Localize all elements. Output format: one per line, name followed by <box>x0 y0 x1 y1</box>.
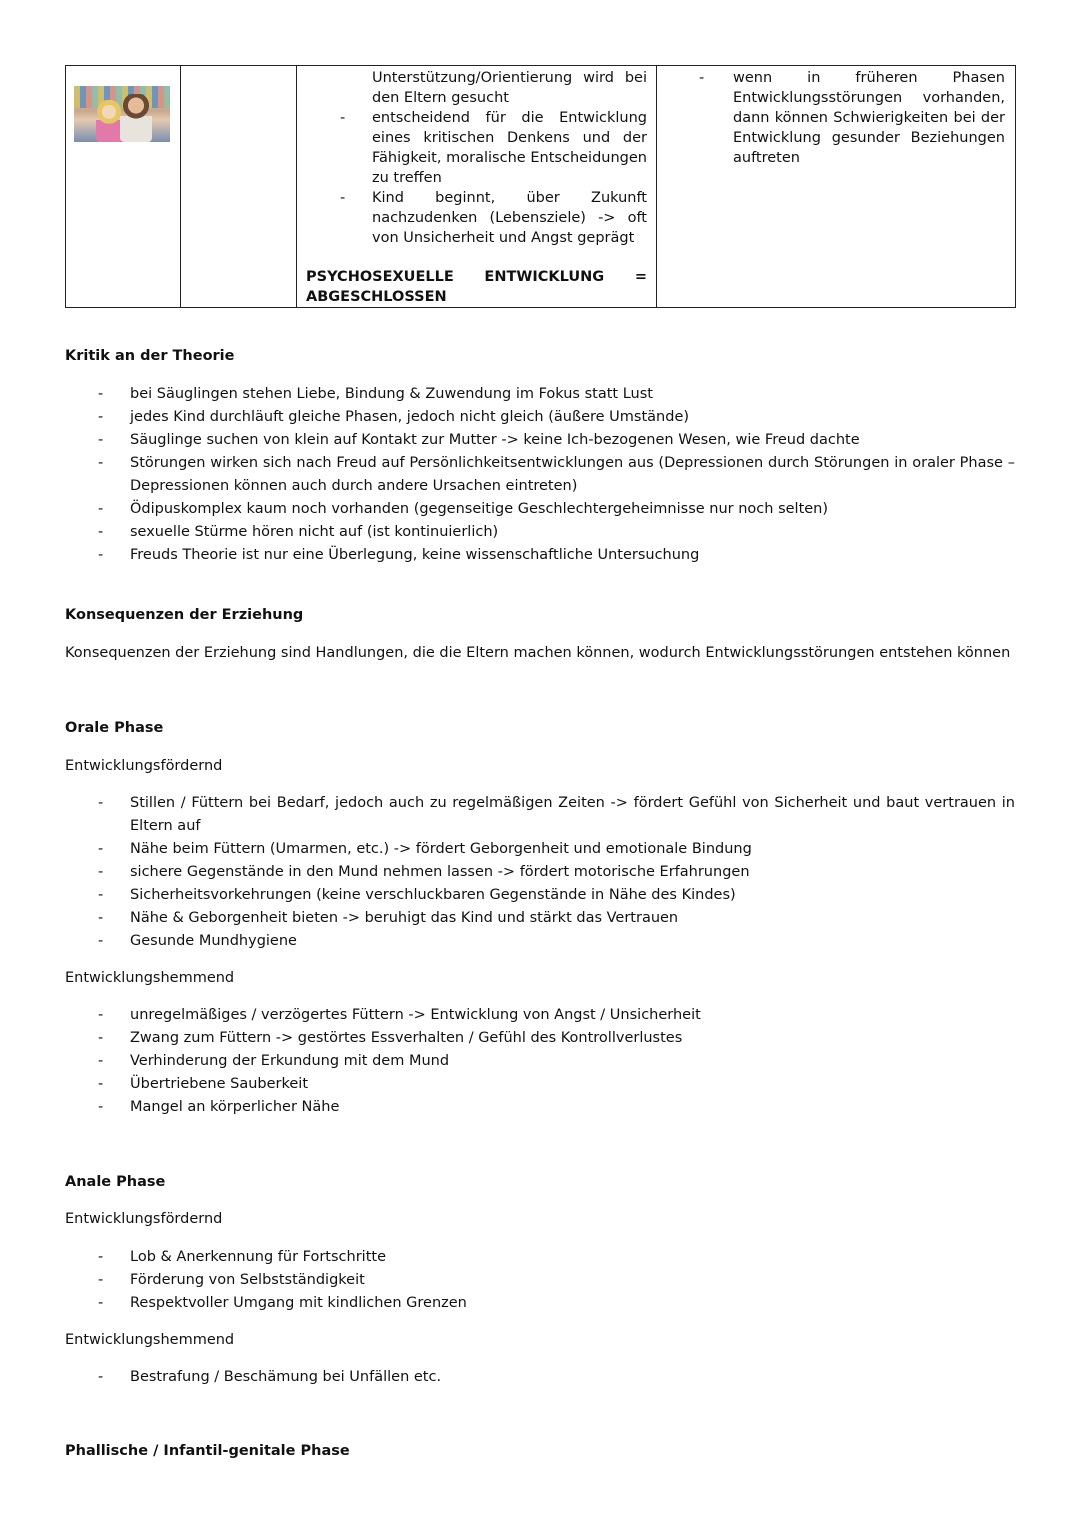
psychosexual-note: PSYCHOSEXUELLE ENTWICKLUNG = ABGESCHLOSSEN <box>306 269 647 305</box>
anale-hemmend-label: Entwicklungshemmend <box>65 1332 235 1348</box>
list-item: - Lob & Anerkennung für Fortschritte <box>65 1246 1015 1269</box>
konsequenzen-text: Konsequenzen der Erziehung sind Handlungen, die die Eltern machen können, wodurch Entwicklungsstörungen entstehen können <box>65 645 1011 661</box>
list-item: - unregelmäßiges / verzögertes Füttern -> Entwicklung von Angst / Unsicherheit <box>65 1004 1015 1027</box>
orale-hemmend-label: Entwicklungshemmend <box>65 970 235 986</box>
list-item: - Zwang zum Füttern -> gestörtes Essverhalten / Gefühl des Kontrollverlustes <box>65 1027 1015 1050</box>
consequences-list <box>667 68 1005 168</box>
list-item: - Freuds Theorie ist nur eine Überlegung, keine wissenschaftliche Untersuchung <box>65 544 1015 567</box>
orale-foerdernd-label: Entwicklungsfördernd <box>65 758 223 774</box>
list-item: - Verhinderung der Erkundung mit dem Mund <box>65 1050 1015 1073</box>
section-heading-kritik: Kritik an der Theorie <box>65 348 235 364</box>
list-item: - sichere Gegenstände in den Mund nehmen lassen -> fördert motorische Erfahrungen <box>65 861 1015 884</box>
section-heading-anale: Anale Phase <box>65 1174 166 1190</box>
list-item: - sexuelle Stürme hören nicht auf (ist kontinuierlich) <box>65 521 1015 544</box>
list-item: - wenn in früheren Phasen Entwicklungsstörungen vorhanden, dann können Schwierigkeiten bei der Entwicklung gesunder Beziehungen auftreten <box>667 68 1005 168</box>
list-item: - Nähe & Geborgenheit bieten -> beruhigt das Kind und stärkt das Vertrauen <box>65 907 1015 930</box>
list-item: - jedes Kind durchläuft gleiche Phasen, jedoch nicht gleich (äußere Umstände) <box>65 406 1015 429</box>
list-item: - Störungen wirken sich nach Freud auf Persönlichkeitsentwicklungen aus (Depressionen durch Störungen in oraler Phase – Depressionen können auch durch andere Ursachen eintreten) <box>65 452 1015 498</box>
list-item: - Nähe beim Füttern (Umarmen, etc.) -> fördert Geborgenheit und emotionale Bindung <box>65 838 1015 861</box>
list-item: - Übertriebene Sauberkeit <box>65 1073 1015 1096</box>
list-item: - Respektvoller Umgang mit kindlichen Grenzen <box>65 1292 1015 1315</box>
list-item: - Bestrafung / Beschämung bei Unfällen etc. <box>65 1366 1015 1389</box>
document-page <box>65 65 1015 1461</box>
list-item: - Ödipuskomplex kaum noch vorhanden (gegenseitige Geschlechtergeheimnisse nur noch selten) <box>65 498 1015 521</box>
empty-cell <box>181 66 297 308</box>
section-heading-orale: Orale Phase <box>65 720 164 736</box>
list-item: Unterstützung/Orientierung wird bei den Eltern gesucht <box>372 70 647 106</box>
characteristics-list <box>306 68 647 248</box>
table-row <box>66 66 1016 308</box>
orale-hemmend-list <box>65 1004 1015 1119</box>
list-item: - Mangel an körperlicher Nähe <box>65 1096 1015 1119</box>
kritik-list <box>65 383 1015 567</box>
characteristics-cell <box>297 66 657 308</box>
section-heading-konsequenzen: Konsequenzen der Erziehung <box>65 607 304 623</box>
list-item: - entscheidend für die Entwicklung eines kritischen Denkens und der Fähigkeit, moralische Entscheidungen zu treffen <box>306 108 647 188</box>
orale-foerdernd-list <box>65 792 1015 953</box>
list-item: - Stillen / Füttern bei Bedarf, jedoch auch zu regelmäßigen Zeiten -> fördert Gefühl von Sicherheit und baut vertrauen in Eltern auf <box>65 792 1015 838</box>
list-item: - bei Säuglingen stehen Liebe, Bindung & Zuwendung im Fokus statt Lust <box>65 383 1015 406</box>
teen-couple-photo <box>74 86 170 142</box>
consequences-cell <box>657 66 1016 308</box>
section-heading-phallische: Phallische / Infantil-genitale Phase <box>65 1443 350 1459</box>
anale-foerdernd-list <box>65 1246 1015 1315</box>
list-item: - Säuglinge suchen von klein auf Kontakt zur Mutter -> keine Ich-bezogenen Wesen, wie Freud dachte <box>65 429 1015 452</box>
list-item: - Förderung von Selbstständigkeit <box>65 1269 1015 1292</box>
list-item: - Kind beginnt, über Zukunft nachzudenken (Lebensziele) -> oft von Unsicherheit und Angst geprägt <box>306 188 647 248</box>
phase-table <box>65 65 1016 308</box>
anale-foerdernd-label: Entwicklungsfördernd <box>65 1211 223 1227</box>
list-item: - Sicherheitsvorkehrungen (keine verschluckbaren Gegenstände in Nähe des Kindes) <box>65 884 1015 907</box>
image-cell <box>66 66 181 308</box>
list-item: - Gesunde Mundhygiene <box>65 930 1015 953</box>
anale-hemmend-list <box>65 1366 1015 1389</box>
